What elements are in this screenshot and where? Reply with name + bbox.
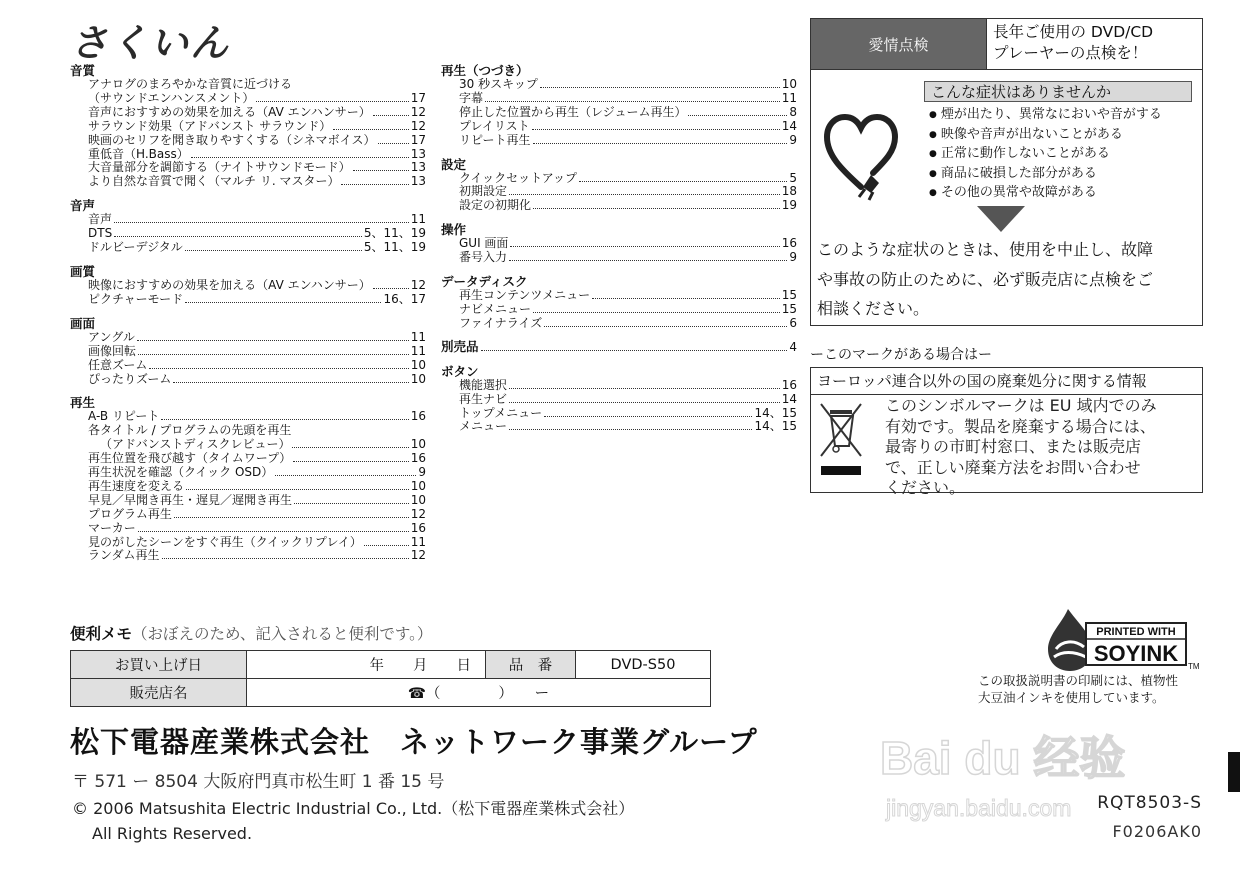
table-row xyxy=(71,679,711,707)
index-entry-text: プログラム再生 xyxy=(88,506,172,521)
index-entry xyxy=(70,106,426,120)
index-entry xyxy=(441,340,797,355)
index-leader xyxy=(137,340,409,341)
watermark-url: jingyan.baidu.com xyxy=(886,795,1072,821)
index-entry-text: A-B リピート xyxy=(88,409,160,424)
shop-label: 販売店名 xyxy=(71,679,247,707)
index-entry-page: 8 xyxy=(789,104,797,119)
print-code: F0206AK0 xyxy=(1112,822,1202,841)
index-entry-text: ドルビーデジタル xyxy=(88,240,183,255)
index-entry xyxy=(441,393,797,407)
index-entry xyxy=(441,134,797,148)
index-entry-text: 停止した位置から再生（レジューム再生） xyxy=(459,104,687,119)
index-entry xyxy=(70,480,426,494)
index-entry xyxy=(70,279,426,293)
index-entry xyxy=(70,522,426,536)
index-entry-page: 12 xyxy=(410,118,426,133)
index-entry xyxy=(70,494,426,508)
index-entry-text: 再生状況を確認（クイック OSD） xyxy=(88,465,274,480)
index-leader xyxy=(533,208,780,209)
index-leader xyxy=(509,402,780,403)
warning-line: 相談ください。 xyxy=(817,299,930,318)
index-entry-page: 11 xyxy=(781,90,797,105)
index-entry-page: 10 xyxy=(410,478,426,493)
index-entry-page: 12 xyxy=(410,104,426,119)
index-entry-page: 12 xyxy=(410,548,426,563)
memo-table xyxy=(70,650,711,707)
index-entry xyxy=(70,359,426,373)
weee-text xyxy=(885,396,1195,499)
index-entry-text: 設定の初期化 xyxy=(459,198,532,213)
index-column-right xyxy=(441,63,797,443)
index-entry-text: 画像回転 xyxy=(88,343,137,358)
index-entry-text: 大音量部分を調節する（ナイトサウンドモード） xyxy=(88,160,351,175)
document-code: RQT8503-S xyxy=(1097,793,1202,813)
index-entry-text: 音声 xyxy=(88,212,113,227)
index-section-title: 音質 xyxy=(70,63,96,78)
weee-box xyxy=(810,367,1203,497)
index-entry-page: 11 xyxy=(410,329,426,344)
index-entry xyxy=(441,420,797,434)
index-entry-page: 5 xyxy=(789,170,797,185)
table-row xyxy=(71,651,711,679)
index-leader xyxy=(540,87,780,88)
index-entry-page: 17 xyxy=(410,90,426,105)
index-entry-text: 30 秒スキップ xyxy=(459,77,538,91)
index-leader xyxy=(185,250,362,251)
index-section-title: データディスク xyxy=(441,274,528,290)
index-entry-text: ナビメニュー xyxy=(459,301,532,316)
warning-line: このような症状のときは、使用を中止し、故障 xyxy=(817,240,1154,259)
index-entry-page: 14、15 xyxy=(754,405,797,420)
index-entry-page: 15 xyxy=(781,301,797,316)
index-entry xyxy=(70,293,426,307)
index-leader xyxy=(579,181,787,182)
index-entry-page: 11 xyxy=(410,212,426,227)
index-entry-page: 14 xyxy=(781,391,797,406)
index-entry xyxy=(70,92,426,106)
index-leader xyxy=(544,326,787,327)
index-leader xyxy=(256,101,408,102)
index-section xyxy=(441,274,797,331)
index-leader xyxy=(275,475,416,476)
index-section xyxy=(70,316,426,387)
soy-note xyxy=(978,672,1200,706)
inspection-header xyxy=(811,19,1202,70)
index-leader xyxy=(294,503,409,504)
index-entry-text: 再生位置を飛び越す（タイムワープ） xyxy=(88,451,292,466)
index-leader xyxy=(185,302,381,303)
index-entry xyxy=(70,134,426,148)
index-entry-page: 16 xyxy=(781,377,797,392)
weee-line: 最寄りの市町村窓口、または販売店 xyxy=(885,437,1142,456)
index-entry xyxy=(70,213,426,227)
index-entry-page: 9 xyxy=(418,465,426,480)
index-entry-text: 機能選択 xyxy=(459,377,508,392)
index-entry-page: 10 xyxy=(410,437,426,452)
soy-badge-top: PRINTED WITH xyxy=(1096,626,1176,638)
index-leader xyxy=(509,194,780,195)
index-entry xyxy=(441,92,797,106)
index-entry-page: 9 xyxy=(789,132,797,147)
list-item: ● 映像や音声が出ないことがある xyxy=(929,126,1162,146)
index-section xyxy=(441,364,797,435)
index-entry-text: 音声におすすめの効果を加える（AV エンハンサー） xyxy=(88,104,371,119)
model-value: DVD-S50 xyxy=(576,651,711,679)
index-leader xyxy=(191,157,409,158)
index-entry-page: 9 xyxy=(789,250,797,265)
index-leader xyxy=(149,368,408,369)
index-entry xyxy=(441,303,797,317)
index-entry-text: 再生速度を変える xyxy=(88,478,185,493)
index-leader xyxy=(293,461,408,462)
index-entry xyxy=(441,317,797,331)
index-entry-page: 16 xyxy=(781,236,797,251)
index-leader xyxy=(373,288,409,289)
weee-line: ください。 xyxy=(885,478,966,497)
index-entry-page: 16 xyxy=(410,520,426,535)
index-entry-text: メニュー xyxy=(459,419,508,434)
index-entry-page: 10 xyxy=(410,357,426,372)
weee-title: ヨーロッパ連合以外の国の廃棄処分に関する情報 xyxy=(811,368,1202,395)
inspection-label: 愛情点検 xyxy=(811,19,986,69)
index-entry-text: 早見／早聞き再生・遅見／遅聞き再生 xyxy=(88,492,293,507)
weee-line: 有効です。製品を廃棄する場合には、 xyxy=(885,416,1156,436)
index-entry-text: アングル xyxy=(88,329,135,344)
index-entry xyxy=(441,78,797,92)
index-entry-page: 5、11、19 xyxy=(363,226,426,241)
index-leader xyxy=(481,350,788,351)
index-column-left xyxy=(70,63,426,572)
index-entry-text: （アドバンストディスクレビュー） xyxy=(100,437,291,452)
index-entry-text: ファイナライズ xyxy=(459,315,543,330)
index-entry-text: アナログのまろやかな音質に近づける xyxy=(88,77,293,91)
index-entry-page: 19 xyxy=(781,198,797,213)
index-entry xyxy=(441,251,797,265)
soy-note-line: この取扱説明書の印刷には、植物性 xyxy=(978,673,1179,688)
index-leader xyxy=(162,558,409,559)
soy-ink-logo xyxy=(1040,605,1204,675)
index-leader xyxy=(532,129,780,130)
index-entry-page: 6 xyxy=(789,315,797,330)
index-leader xyxy=(373,115,409,116)
index-section-title: 設定 xyxy=(441,156,467,172)
index-entry xyxy=(70,424,426,438)
index-leader xyxy=(138,531,409,532)
index-entry-page: 14、15 xyxy=(754,419,797,434)
inspection-box xyxy=(810,18,1203,326)
index-leader xyxy=(174,517,409,518)
index-entry-text: 別売品 xyxy=(441,338,479,354)
index-entry-text: 重低音（H.Bass） xyxy=(88,146,189,161)
index-entry-text: DTS xyxy=(88,226,113,241)
index-leader xyxy=(341,184,408,185)
index-entry-text: ぴったりズーム xyxy=(88,371,172,386)
index-entry-text: GUI 画面 xyxy=(459,236,509,251)
copyright: © 2006 Matsushita Electric Industrial Co., Ltd.（松下電器産業株式会社） xyxy=(72,799,635,818)
index-entry-text: より自然な音質で聞く（マルチ リ. マスター） xyxy=(88,174,340,189)
index-entry-text: 初期設定 xyxy=(459,184,508,199)
soy-badge-main: SOYINK xyxy=(1093,641,1179,666)
index-entry-page: 14 xyxy=(781,118,797,133)
index-entry-page: 16、17 xyxy=(383,291,426,306)
index-entry-text: トップメニュー xyxy=(459,405,543,420)
index-entry xyxy=(441,199,797,213)
index-leader xyxy=(509,429,752,430)
index-section-title: 画質 xyxy=(70,263,96,279)
index-entry xyxy=(70,549,426,563)
index-entry xyxy=(70,331,426,345)
index-entry-page: 16 xyxy=(410,451,426,466)
index-entry xyxy=(70,78,426,92)
index-leader xyxy=(353,170,409,171)
index-entry-text: （サウンドエンハンスメント） xyxy=(88,90,255,105)
warning-line: や事故の防止のために、必ず販売店に点検をご xyxy=(817,269,1154,289)
index-leader xyxy=(509,388,780,389)
index-entry-text: 番号入力 xyxy=(459,250,508,265)
purchase-date-label: お買い上げ日 xyxy=(71,651,247,679)
shop-phone-field: ☎（ ） ー xyxy=(247,679,711,707)
list-item: ● 正常に動作しないことがある xyxy=(929,145,1162,165)
mark-heading: ーこのマークがある場合はー xyxy=(810,347,992,363)
index-entry xyxy=(70,227,426,241)
index-section-title: 再生（つづき） xyxy=(441,63,529,78)
index-entry-page: 10 xyxy=(781,77,797,91)
index-section-title: 画面 xyxy=(70,315,96,331)
inspection-headline-line: プレーヤーの点検を！ xyxy=(993,44,1148,62)
index-leader xyxy=(138,354,409,355)
list-item: ● その他の異常や故障がある xyxy=(929,184,1162,204)
rights: All Rights Reserved. xyxy=(92,824,253,843)
weee-line: で、正しい廃棄方法をお問い合わせ xyxy=(885,457,1141,477)
index-section-title: ボタン xyxy=(441,363,479,379)
index-leader xyxy=(186,489,409,490)
index-entry-text: 映像におすすめの効果を加える（AV エンハンサー） xyxy=(88,277,371,292)
index-entry xyxy=(70,175,426,189)
memo-title xyxy=(70,622,432,644)
index-entry-page: 5、11、19 xyxy=(363,240,426,255)
index-section xyxy=(441,63,797,148)
index-entry xyxy=(70,508,426,522)
inspection-headline-line: 長年ご使用の DVD/CD xyxy=(993,23,1154,41)
index-entry-text: 映画のセリフを聞き取りやすくする（シネマボイス） xyxy=(88,132,376,147)
model-label: 品 番 xyxy=(486,651,576,679)
index-entry-page: 12 xyxy=(410,506,426,521)
index-entry-page: 4 xyxy=(789,339,797,354)
index-leader xyxy=(173,382,408,383)
page-title: さくいん xyxy=(70,21,231,65)
index-entry-text: 見のがしたシーンをすぐ再生（クイックリプレイ） xyxy=(88,534,362,549)
list-item: ● 商品に破損した部分がある xyxy=(929,165,1162,185)
memo-title-bold: 便利メモ xyxy=(70,625,133,643)
symptom-list xyxy=(929,106,1162,204)
index-entry-page: 11 xyxy=(410,534,426,549)
index-section xyxy=(70,198,426,255)
index-entry-page: 16 xyxy=(410,409,426,424)
index-entry-text: クイックセットアップ xyxy=(459,170,577,185)
company-name: 松下電器産業株式会社 ネットワーク事業グループ xyxy=(70,725,758,759)
index-leader xyxy=(161,419,408,420)
index-leader xyxy=(485,101,780,102)
index-entry-page: 10 xyxy=(410,371,426,386)
index-leader xyxy=(533,312,780,313)
heart-plug-icon xyxy=(823,99,899,211)
index-entry xyxy=(70,241,426,255)
company-address: 〒 571 ー 8504 大阪府門真市松生町 1 番 15 号 xyxy=(72,772,445,792)
index-entry xyxy=(70,345,426,359)
soy-tm: TM xyxy=(1188,662,1200,671)
index-leader xyxy=(688,115,787,116)
index-entry xyxy=(441,120,797,134)
index-section xyxy=(70,264,426,307)
index-entry xyxy=(70,120,426,134)
index-leader xyxy=(378,143,409,144)
index-entry-page: 18 xyxy=(781,184,797,199)
index-leader xyxy=(364,545,409,546)
index-entry xyxy=(441,106,797,120)
index-entry xyxy=(441,407,797,421)
index-leader xyxy=(114,236,362,237)
index-section xyxy=(441,157,797,214)
index-entry-text: サラウンド効果（アドバンスト サラウンド） xyxy=(88,118,332,133)
soy-note-line: 大豆油インキを使用しています。 xyxy=(978,690,1165,705)
index-entry xyxy=(70,373,426,387)
index-entry-text: 再生ナビ xyxy=(459,391,508,406)
index-leader xyxy=(292,447,408,448)
index-entry-text: ランダム再生 xyxy=(88,548,160,563)
inspection-headline xyxy=(986,19,1202,69)
index-section-title: 再生 xyxy=(70,395,96,411)
index-leader xyxy=(114,222,409,223)
index-entry-page: 13 xyxy=(410,160,426,175)
watermark-brand: Bai du 经验 xyxy=(880,732,1126,784)
index-leader xyxy=(333,129,409,130)
index-entry-text: ピクチャーモード xyxy=(88,291,184,306)
index-entry-page: 13 xyxy=(410,146,426,161)
index-leader xyxy=(544,416,752,417)
index-leader xyxy=(509,260,787,261)
index-entry-text: マーカー xyxy=(88,520,136,535)
index-section xyxy=(70,63,426,189)
index-leader xyxy=(510,246,779,247)
index-entry xyxy=(70,466,426,480)
list-item: ● 煙が出たり、異常なにおいや音がする xyxy=(929,106,1162,126)
index-entry-page: 15 xyxy=(781,288,797,303)
index-entry-page: 12 xyxy=(410,277,426,292)
index-entry-text: 各タイトル / プログラムの先頭を再生 xyxy=(88,423,292,438)
index-entry xyxy=(441,289,797,303)
index-entry-text: リピート再生 xyxy=(459,132,531,147)
edge-tab xyxy=(1228,752,1240,792)
index-entry xyxy=(441,379,797,393)
index-entry-page: 11 xyxy=(410,343,426,358)
index-section xyxy=(70,395,426,563)
crossed-bin-icon xyxy=(819,400,865,482)
down-triangle-icon xyxy=(977,206,1025,232)
index-entry xyxy=(70,452,426,466)
index-entry-page: 17 xyxy=(410,132,426,147)
index-entry-text: 再生コンテンツメニュー xyxy=(459,288,591,303)
index-section xyxy=(441,222,797,265)
index-section-title: 音声 xyxy=(70,198,96,214)
index-entry-page: 13 xyxy=(410,174,426,189)
inspection-warning xyxy=(811,235,1202,324)
purchase-date-field: 年 月 日 xyxy=(247,651,486,679)
index-entry-text: プレイリスト xyxy=(459,118,530,133)
index-entry-page: 10 xyxy=(410,492,426,507)
index-leader xyxy=(592,298,780,299)
index-entry-text: 字幕 xyxy=(459,90,484,105)
index-entry-text: 任意ズーム xyxy=(88,357,148,372)
index-leader xyxy=(533,143,788,144)
memo-subtitle: （おぼえのため、記入されると便利です。） xyxy=(132,625,433,643)
weee-line: このシンボルマークは EU 域内でのみ xyxy=(885,396,1157,415)
symptom-title: こんな症状はありませんか xyxy=(924,81,1192,102)
index-section-title: 操作 xyxy=(441,222,467,238)
index-section xyxy=(441,340,797,355)
